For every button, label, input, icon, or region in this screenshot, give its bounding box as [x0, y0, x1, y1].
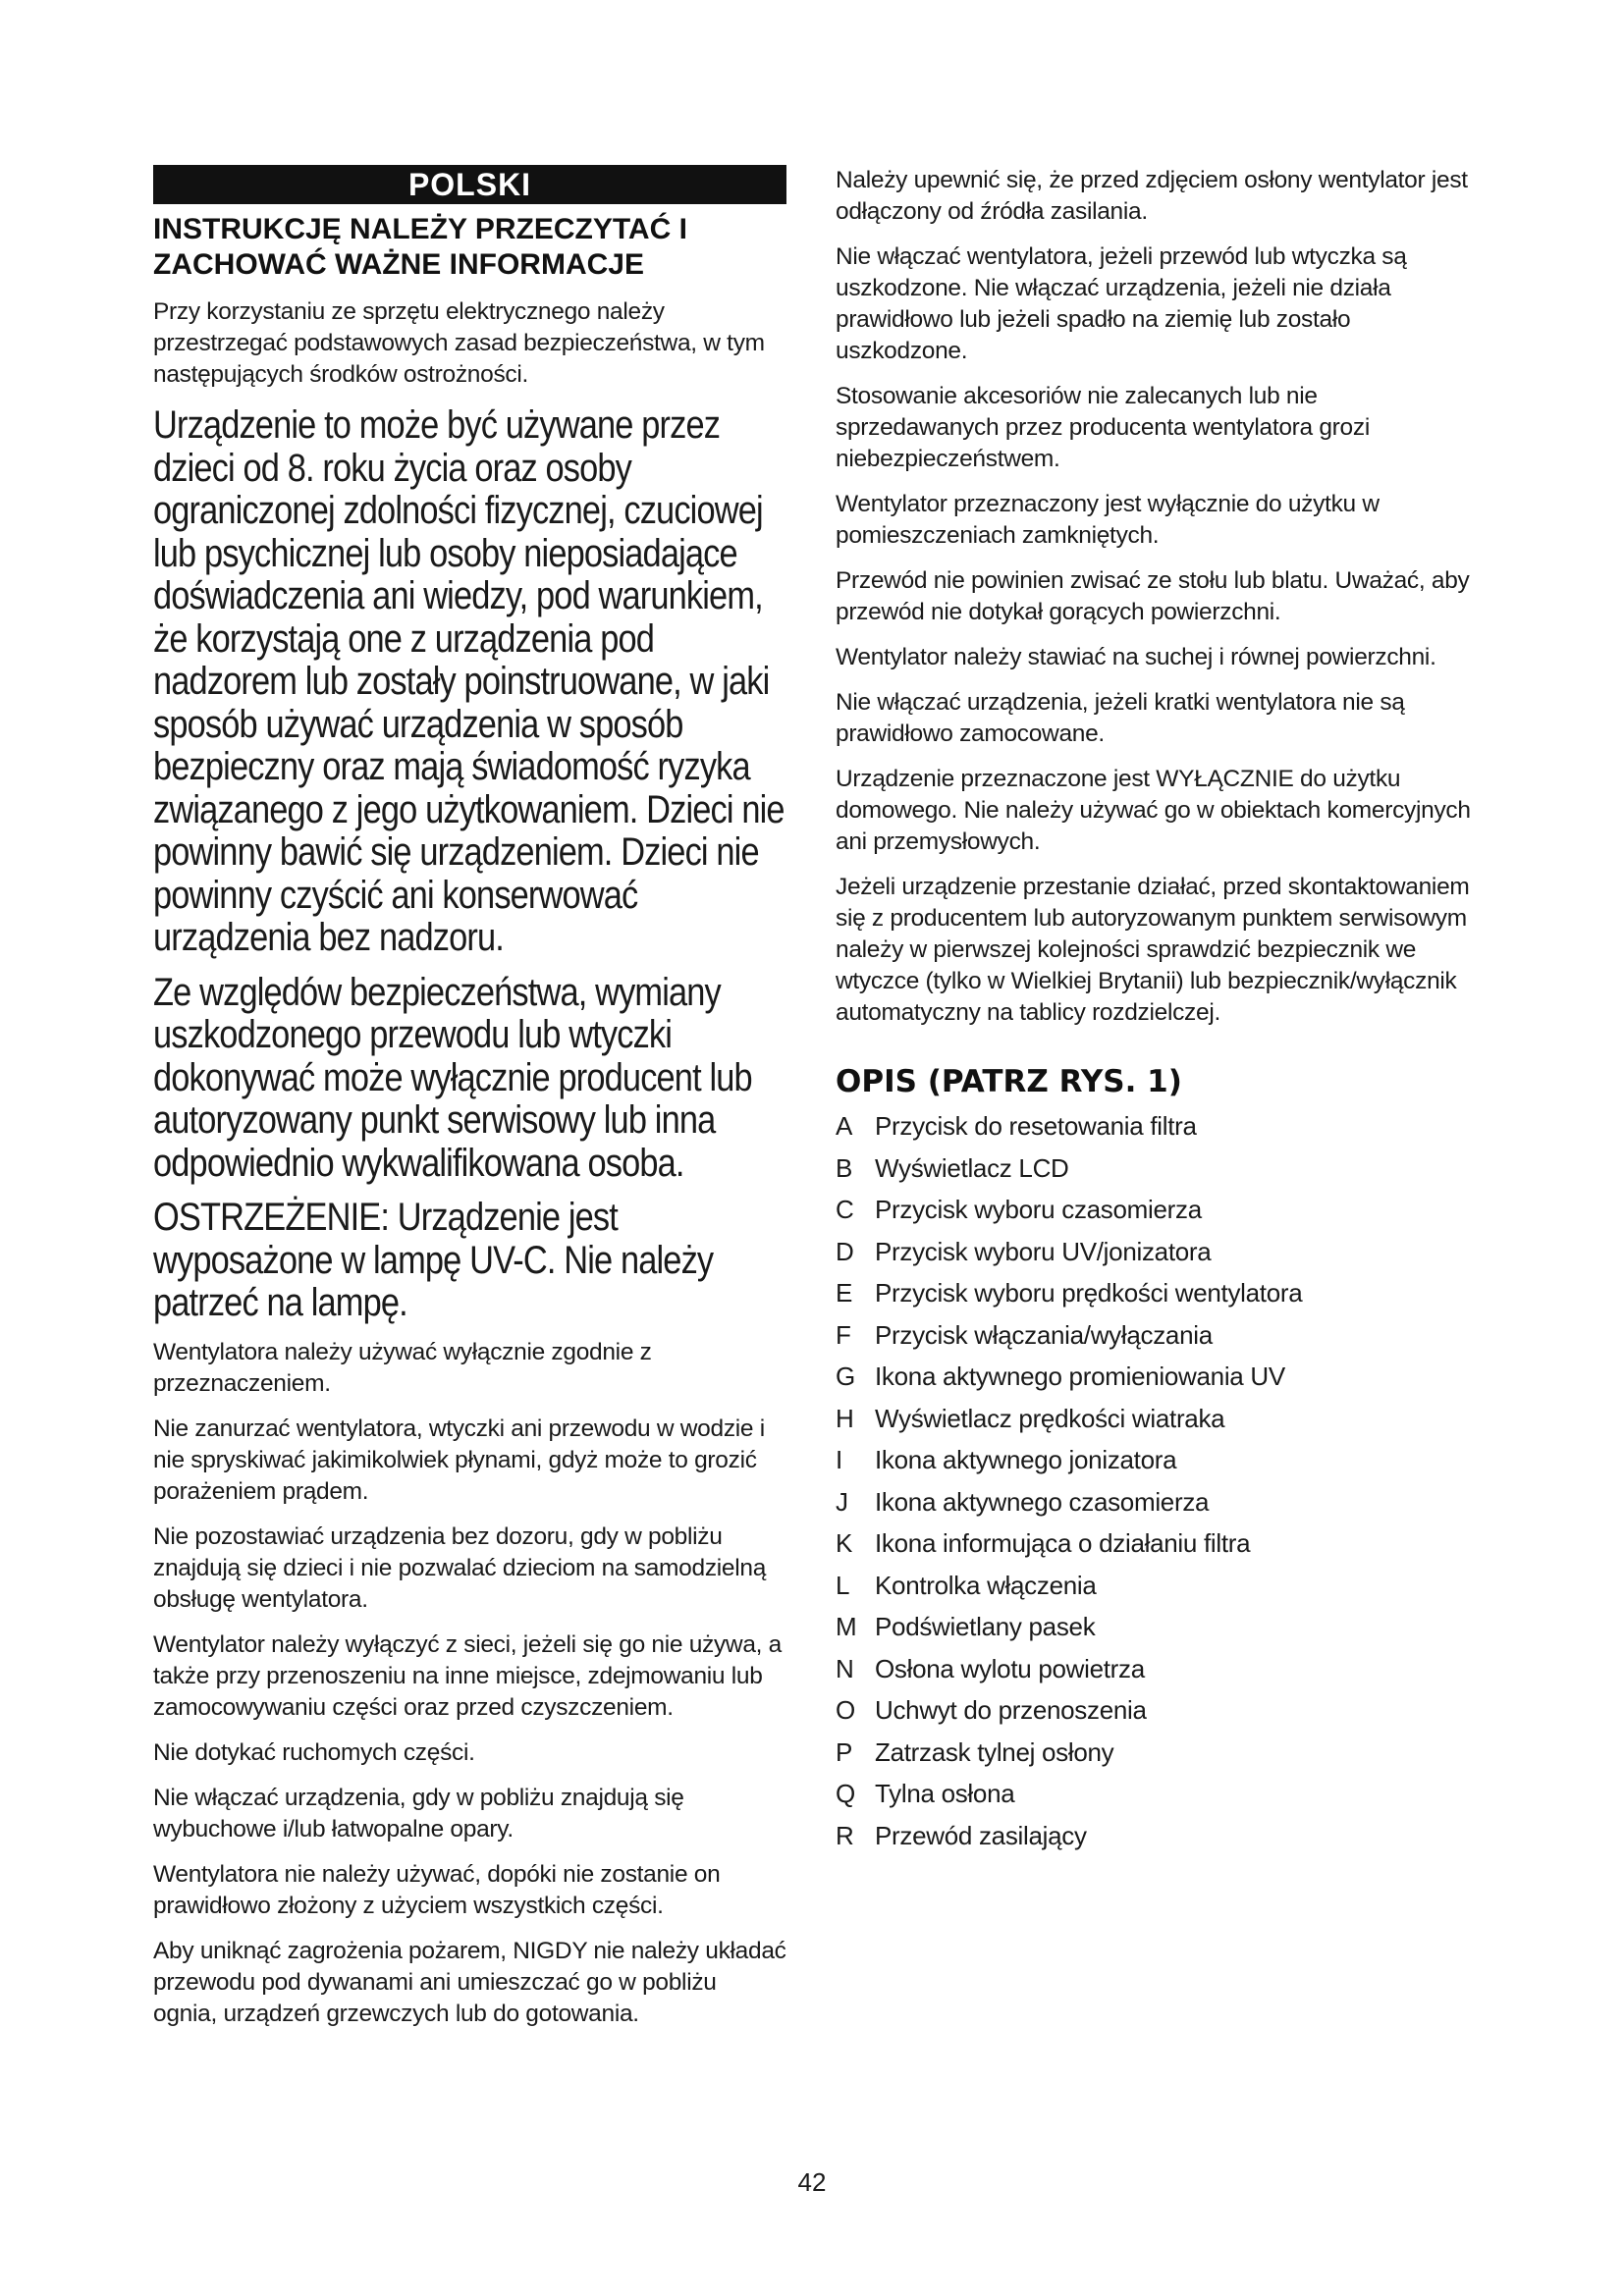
- part-item: [836, 1648, 1479, 1690]
- left-column: [153, 165, 786, 2044]
- part-item: [836, 1105, 1479, 1148]
- safety-paragraph: Nie pozostawiać urządzenia bez dozoru, gdy w pobliżu znajdują się dzieci i nie pozwalać dzieciom na samodzielną obsługę wentylatora.: [153, 1522, 767, 1613]
- safety-paragraph: Aby uniknąć zagrożenia pożarem, NIGDY nie należy układać przewodu pod dywanami ani umieszczać go w pobliżu ognia, urządzeń grzewczych lub do gotowania.: [153, 1937, 786, 2027]
- part-item: [836, 1314, 1479, 1357]
- part-item: [836, 1231, 1479, 1273]
- safety-paragraph: Nie włączać urządzenia, gdy w pobliżu znajdują się wybuchowe i/lub łatwopalne opary.: [153, 1784, 684, 1842]
- part-item: [836, 1439, 1479, 1481]
- part-letter: F: [836, 1319, 851, 1350]
- part-letter: L: [836, 1570, 850, 1600]
- part-label: Przycisk wyboru prędkości wentylatora: [875, 1278, 1303, 1308]
- large-warning-uvc: OSTRZEŻENIE: Urządzenie jest wyposażone w lampę UV-C. Nie należy patrzeć na lampę.: [153, 1196, 714, 1324]
- part-item: [836, 1773, 1479, 1815]
- safety-paragraph: Nie dotykać ruchomych części.: [153, 1738, 475, 1766]
- part-letter: C: [836, 1195, 854, 1224]
- part-item: [836, 1356, 1479, 1398]
- part-letter: G: [836, 1362, 855, 1391]
- large-warning-cord: Ze względów bezpieczeństwa, wymiany uszkodzonego przewodu lub wtyczki dokonywać może wyłącznie producent lub autoryzowany punkt serwisowy lub inna odpowiednio wykwalifikowana osoba.: [153, 970, 752, 1185]
- safety-paragraph: Nie włączać wentylatora, jeżeli przewód lub wtyczka są uszkodzone. Nie włączać urządzenia, jeżeli nie działa prawidłowo lub jeżeli spadło na ziemię lub zostało uszkodzone.: [836, 243, 1407, 364]
- part-label: Przycisk wyboru czasomierza: [875, 1195, 1202, 1224]
- part-label: Kontrolka włączenia: [875, 1570, 1097, 1600]
- instructions-heading: INSTRUKCJĘ NALEŻY PRZECZYTAĆ I ZACHOWAĆ WAŻNE INFORMACJE: [153, 213, 687, 281]
- safety-paragraph: Wentylator należy stawiać na suchej i równej powierzchni.: [836, 644, 1436, 670]
- part-letter: P: [836, 1736, 853, 1767]
- part-label: Przycisk włączania/wyłączania: [875, 1319, 1213, 1350]
- part-label: Podświetlany pasek: [875, 1612, 1096, 1641]
- part-label: Tylna osłona: [875, 1779, 1015, 1808]
- large-warning-children: Urządzenie to może być używane przez dzieci od 8. roku życia oraz osoby ograniczonej zdolności fizycznej, czuciowej lub psychicznej lub osoby nieposiadające doświadczenia ani wiedzy, pod warunkiem, że korzystają one z urządzenia pod nadzorem lub zostały poinstruowane, w jaki sposób używać urządzenia w sposób bezpieczny oraz mają świadomość ryzyka związanego z jego użytkowaniem. Dzieci nie powinny bawić się urządzeniem. Dzieci nie powinny czyścić ani konserwować urządzenia bez nadzoru.: [153, 403, 785, 959]
- safety-paragraph: Wentylatora nie należy używać, dopóki nie zostanie on prawidłowo złożony z użyciem wszystkich części.: [153, 1860, 721, 1919]
- part-label: Wyświetlacz prędkości wiatraka: [875, 1403, 1225, 1433]
- safety-paragraph: Nie włączać urządzenia, jeżeli kratki wentylatora nie są prawidłowo zamocowane.: [836, 689, 1405, 747]
- part-label: Przycisk wyboru UV/jonizatora: [875, 1236, 1212, 1266]
- part-letter: A: [836, 1111, 853, 1141]
- safety-paragraph: Wentylator przeznaczony jest wyłącznie do użytku w pomieszczeniach zamkniętych.: [836, 491, 1380, 549]
- part-item: [836, 1689, 1479, 1732]
- part-letter: R: [836, 1820, 854, 1850]
- part-letter: M: [836, 1612, 857, 1641]
- part-label: Ikona aktywnego czasomierza: [875, 1486, 1210, 1517]
- part-label: Uchwyt do przenoszenia: [875, 1695, 1147, 1725]
- part-label: Ikona informująca o działaniu filtra: [875, 1528, 1251, 1558]
- part-label: Ikona aktywnego promieniowania UV: [875, 1362, 1285, 1391]
- parts-list: [836, 1105, 1479, 1856]
- page-number: 42: [797, 2167, 827, 2197]
- safety-paragraph: Nie zanurzać wentylatora, wtyczki ani przewodu w wodzie i nie spryskiwać jakimikolwiek płynami, gdyż może to grozić porażeniem prądem.: [153, 1415, 765, 1505]
- part-letter: H: [836, 1403, 854, 1433]
- safety-paragraph: Wentylatora należy używać wyłącznie zgodnie z przeznaczeniem.: [153, 1338, 652, 1397]
- part-letter: E: [836, 1278, 853, 1308]
- safety-paragraph: Wentylator należy wyłączyć z sieci, jeżeli się go nie używa, a także przy przenoszeniu na inne miejsce, zdejmowaniu lub zamocowywaniu części oraz przed czyszczeniem.: [153, 1630, 782, 1721]
- part-letter: K: [836, 1528, 853, 1558]
- safety-paragraph: Należy upewnić się, że przed zdjęciem osłony wentylator jest odłączony od źródła zasilania.: [836, 167, 1468, 225]
- part-label: Ikona aktywnego jonizatora: [875, 1445, 1177, 1474]
- part-letter: J: [836, 1486, 848, 1517]
- part-label: Przycisk do resetowania filtra: [875, 1111, 1197, 1141]
- part-letter: N: [836, 1653, 854, 1683]
- part-letter: I: [836, 1445, 842, 1474]
- part-label: Przewód zasilający: [875, 1820, 1087, 1850]
- language-banner: POLSKI: [153, 165, 786, 204]
- safety-paragraph: Stosowanie akcesoriów nie zalecanych lub nie sprzedawanych przez producenta wentylatora grozi niebezpieczeństwem.: [836, 383, 1370, 472]
- part-item: [836, 1522, 1479, 1565]
- part-letter: Q: [836, 1779, 855, 1808]
- right-column: [836, 165, 1479, 1856]
- part-item: [836, 1606, 1479, 1648]
- safety-paragraph: Urządzenie przeznaczone jest WYŁĄCZNIE do użytku domowego. Nie należy używać go w obiektach komercyjnych ani przemysłowych.: [836, 766, 1471, 855]
- safety-paragraph: Przewód nie powinien zwisać ze stołu lub blatu. Uważać, aby przewód nie dotykał gorących powierzchni.: [836, 567, 1470, 625]
- part-item: [836, 1815, 1479, 1857]
- part-item: [836, 1189, 1479, 1231]
- part-item: [836, 1148, 1479, 1190]
- part-label: Osłona wylotu powietrza: [875, 1653, 1145, 1683]
- part-letter: O: [836, 1695, 855, 1725]
- part-item: [836, 1732, 1479, 1774]
- part-label: Zatrzask tylnej osłony: [875, 1736, 1114, 1767]
- part-letter: B: [836, 1152, 853, 1183]
- part-item: [836, 1565, 1479, 1607]
- part-label: Wyświetlacz LCD: [875, 1152, 1069, 1183]
- part-item: [836, 1481, 1479, 1523]
- part-item: [836, 1272, 1479, 1314]
- safety-paragraph: Jeżeli urządzenie przestanie działać, przed skontaktowaniem się z producentem lub autoryzowanym punktem serwisowym należy w pierwszej kolejności sprawdzić bezpiecznik we wtyczce (tylko w Wielkiej Brytanii) lub bezpiecznik/wyłącznik automatyczny na tablicy rozdzielczej.: [836, 874, 1470, 1026]
- part-item: [836, 1398, 1479, 1440]
- part-letter: D: [836, 1236, 854, 1266]
- description-heading: OPIS (PATRZ RYS. 1): [836, 1064, 1182, 1099]
- intro-paragraph: Przy korzystaniu ze sprzętu elektrycznego należy przestrzegać podstawowych zasad bezpieczeństwa, w tym następujących środków ostrożności.: [153, 298, 765, 388]
